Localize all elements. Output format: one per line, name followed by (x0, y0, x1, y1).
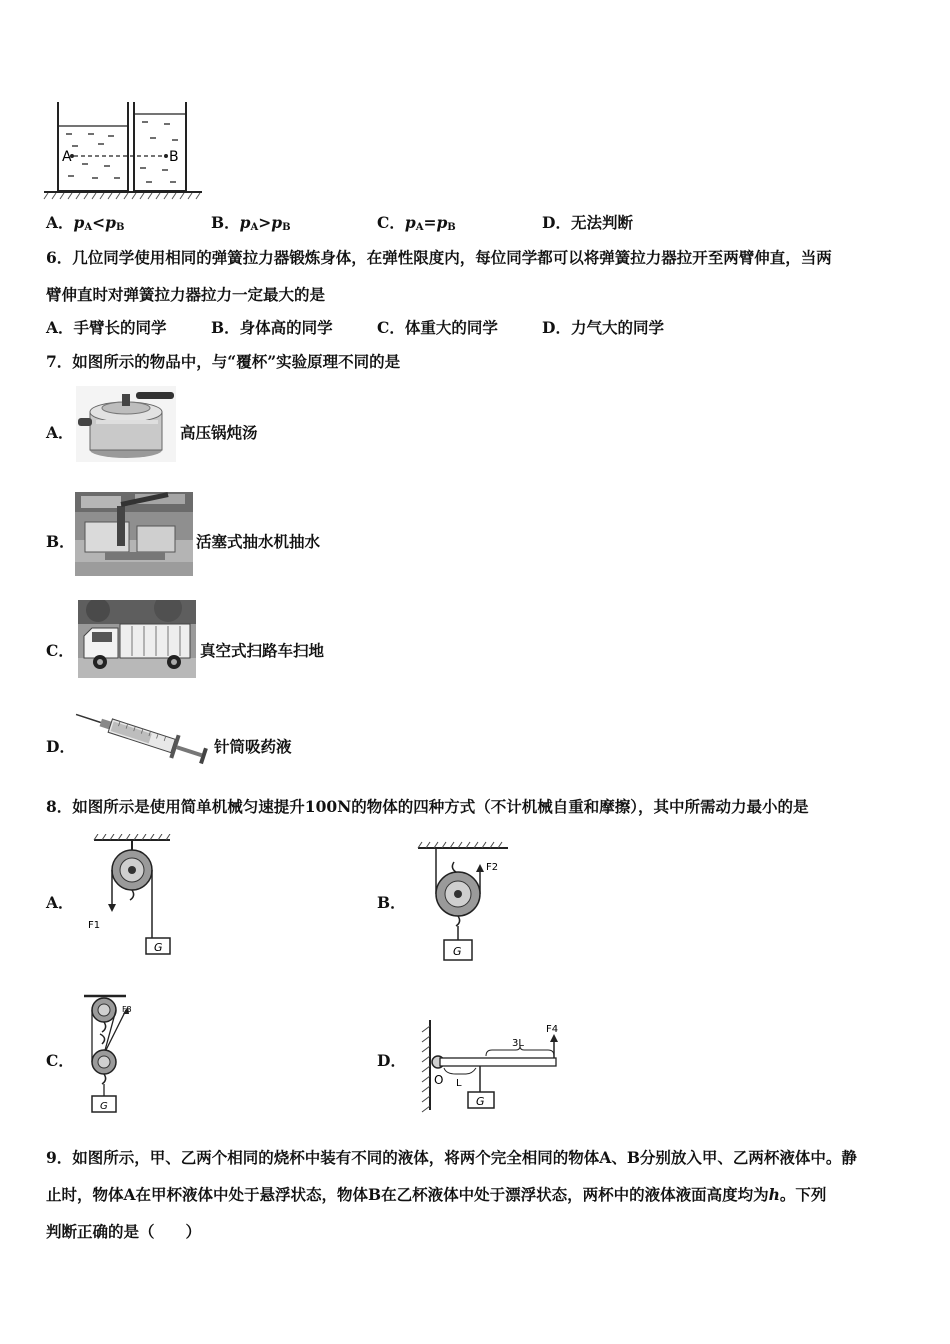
q9-stem-line2: 止时，物体A在甲杯液体中处于悬浮状态，物体B在乙杯液体中处于漂浮状态，两杯中的液体液面高度均为h。下列 (46, 1185, 827, 1204)
q6-option-b: B．身体高的同学 (211, 318, 333, 337)
q8-fig-d-lever (416, 1018, 568, 1114)
piston-pump-image (75, 492, 193, 576)
q5-option-d: D．无法判断 (542, 213, 633, 232)
q8-fig-c-weight: G (100, 1101, 108, 1112)
q5-option-c: C．$p_A=p_B$ (377, 213, 456, 233)
q7-option-b-text: 活塞式抽水机抽水 (196, 532, 321, 551)
q8-option-d: D． (377, 1051, 406, 1070)
pressure-cooker-image (76, 386, 176, 462)
q6-option-d: D．力气大的同学 (542, 318, 664, 337)
q8-stem: 8．如图所示是使用简单机械匀速提升100N的物体的四种方式（不计机械自重和摩擦），其中所需动力最小的是 (46, 797, 809, 816)
q8-fig-a-force: F1 (88, 920, 101, 931)
q8-fig-d-short-arm: L (456, 1078, 462, 1089)
syringe-image (72, 708, 212, 768)
q6-option-c: C．体重大的同学 (377, 318, 498, 337)
q5-label-a: A (62, 149, 72, 165)
q6-stem-line1: 6．几位同学使用相同的弹簧拉力器锻炼身体，在弹性限度内，每位同学都可以将弹簧拉力器拉开至两臂伸直，当两 (46, 248, 832, 267)
q7-option-d-letter: D． (46, 737, 75, 756)
q7-option-b-letter: B． (46, 532, 75, 551)
q6-option-a: A．手臂长的同学 (46, 318, 167, 337)
q8-fig-d-long-arm: 3L (512, 1038, 524, 1049)
q5-containers-figure (42, 98, 204, 202)
q8-fig-b-movable-pulley (414, 840, 524, 966)
q8-option-a: A． (46, 893, 74, 912)
q8-fig-b-weight: G (453, 945, 462, 958)
q6-stem-line2: 臂伸直时对弹簧拉力器拉力一定最大的是 (46, 285, 326, 304)
q8-option-c: C． (46, 1051, 74, 1070)
q9-stem-line3: 判断正确的是（ ） (46, 1222, 202, 1241)
q7-option-c-letter: C． (46, 641, 74, 660)
q7-option-a-text: 高压锅炖汤 (180, 423, 258, 442)
q8-fig-d-weight: G (476, 1095, 485, 1108)
q7-option-a-letter: A． (46, 423, 74, 442)
q5-option-b: B．$p_A>p_B$ (211, 213, 291, 233)
q8-fig-c-pulley-block (80, 992, 150, 1116)
q8-fig-b-force: F2 (486, 862, 499, 873)
q5-option-a: A．$p_A<p_B$ (46, 213, 125, 233)
q7-option-d-text: 针筒吸药液 (214, 737, 292, 756)
q8-fig-c-force: F3 (122, 1005, 132, 1014)
sweeper-truck-image (78, 600, 196, 678)
q5-label-b: B (169, 149, 179, 165)
q8-fig-a-weight: G (154, 941, 163, 954)
q8-fig-a-fixed-pulley (84, 834, 184, 960)
q8-fig-d-pivot: O (434, 1073, 444, 1087)
q8-option-b: B． (377, 893, 406, 912)
q7-option-c-text: 真空式扫路车扫地 (200, 641, 325, 660)
q7-stem: 7．如图所示的物品中，与“覆杯”实验原理不同的是 (46, 352, 401, 371)
q8-fig-d-force: F4 (546, 1024, 559, 1035)
q9-stem-line1: 9．如图所示，甲、乙两个相同的烧杯中装有不同的液体，将两个完全相同的物体A、B分别放入甲、乙两杯液体中。静 (46, 1148, 857, 1167)
